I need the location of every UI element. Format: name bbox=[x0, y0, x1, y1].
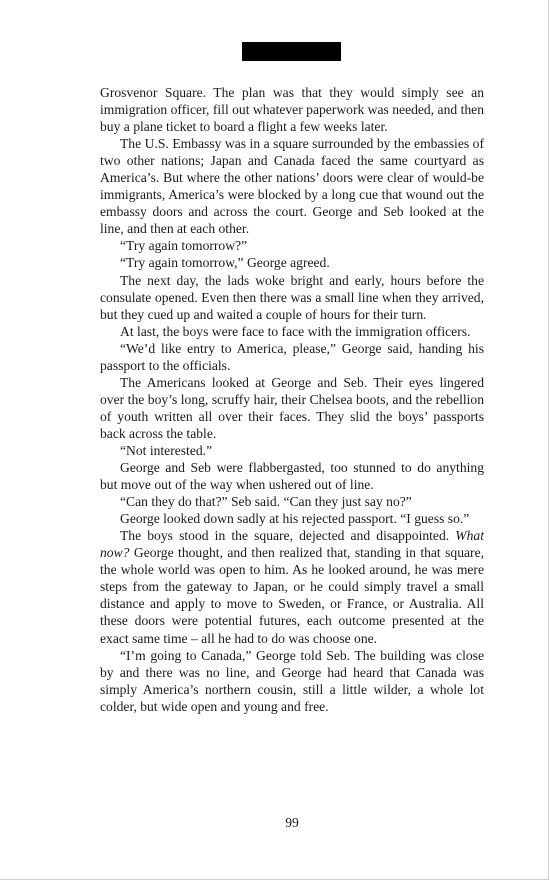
paragraph: “Not interested.” bbox=[120, 442, 213, 458]
paragraph: George and Seb were flabbergasted, too stunned to do anything but move out of the way when ushered out of line. bbox=[100, 460, 484, 493]
paragraph: At last, the boys were face to face with the immigration officers. bbox=[120, 323, 471, 339]
paragraph bbox=[100, 527, 484, 646]
paragraph: The U.S. Embassy was in a square surrounded by the embassies of two other nations; Japan and Canada faced the same courtyard as America’s. But where the other nations’ doors were clear of would-be immigrants, America’s were blocked by a long cue that wound out the embassy doors and across the court. George and Seb looked at the line, and then at each other. bbox=[100, 136, 484, 237]
body-text bbox=[100, 84, 484, 715]
paragraph-text: The boys stood in the square, dejected and disappointed. bbox=[120, 528, 456, 544]
paragraph-text: George thought, and then realized that, standing in that square, the whole world was open to him. As he looked around, he was mere steps from the gateway to Japan, or he could simply travel a small distance and apply to move to Sweden, or France, or Australia. All these doors were potential futures, each outcome presented at the exact same time – all he had to do was choose one. bbox=[100, 545, 484, 646]
page-number: 99 bbox=[285, 815, 299, 830]
paragraph: “I’m going to Canada,” George told Seb. The building was close by and there was no line, and George had heard that Canada was simply America’s northern cousin, still a little wilder, a whole lot colder, but wide open and young and free. bbox=[100, 647, 484, 714]
paragraph: The next day, the lads woke bright and early, hours before the consulate opened. Even then there was a small line when they arrived, but they cued up and waited a couple of hours for their turn. bbox=[100, 272, 484, 322]
paragraph: “We’d like entry to America, please,” George said, handing his passport to the officials. bbox=[100, 340, 484, 373]
paragraph: “Try again tomorrow,” George agreed. bbox=[120, 255, 330, 271]
italic-thought: What now? bbox=[100, 528, 484, 561]
paragraph: “Try again tomorrow?” bbox=[120, 238, 248, 254]
paragraph: Grosvenor Square. The plan was that they would simply see an immigration officer, fill out whatever paperwork was needed, and then buy a plane ticket to board a flight a few weeks later. bbox=[100, 85, 484, 135]
paragraph: The Americans looked at George and Seb. Their eyes lingered over the boy’s long, scruffy hair, their Chelsea boots, and the rebellion of youth written all over their faces. They slid the boys’ passports back across the table. bbox=[100, 374, 484, 441]
paragraph: George looked down sadly at his rejected passport. “I guess so.” bbox=[120, 511, 470, 527]
paragraph: “Can they do that?” Seb said. “Can they just say no?” bbox=[120, 494, 412, 510]
redacted-header-bar bbox=[242, 42, 341, 61]
